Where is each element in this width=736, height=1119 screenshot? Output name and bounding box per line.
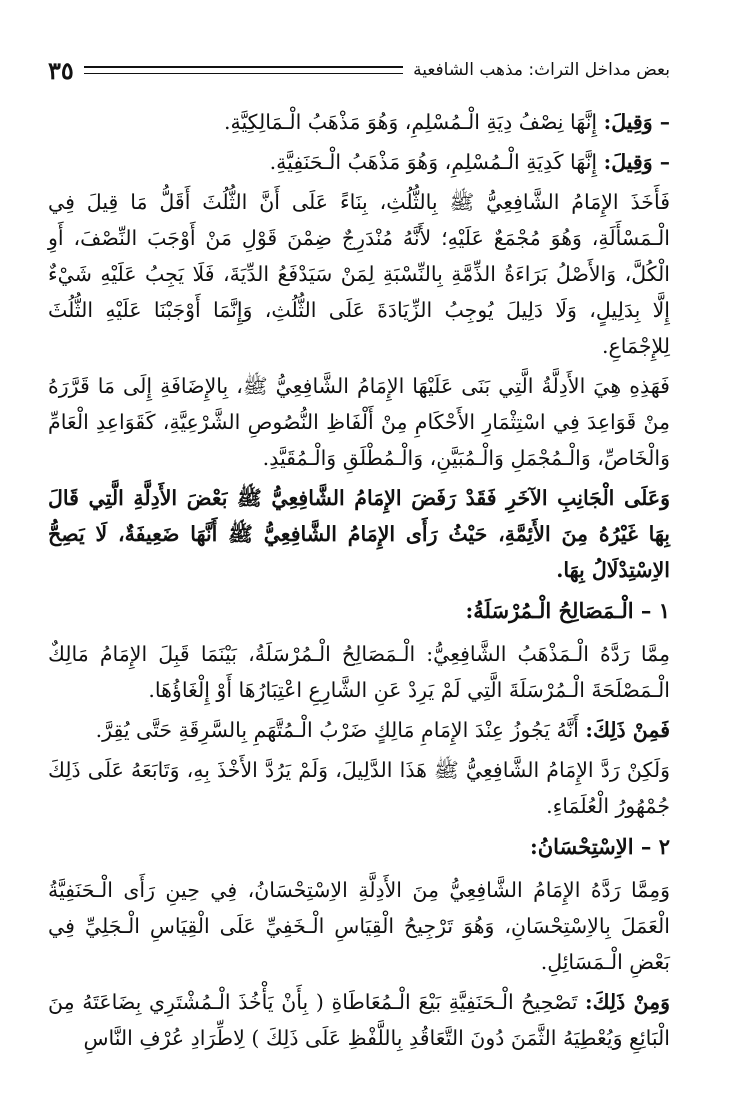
- paragraph-text: أَنَّهُ يَجُوزُ عِنْدَ الإِمَامِ مَالِكٍ ضَرْبُ الْـمُتَّهَمِ بِالسَّرِقَةِ حَتَّى يُقِرَّ.: [95, 718, 586, 742]
- section-heading-1: ١ – الْـمَصَالِحُ الْـمُرْسَلَةُ:: [465, 598, 670, 623]
- paragraph-text: وَمِمَّا رَدَّهُ الإِمَامُ الشَّافِعِيُّ مِنَ الأَدِلَّةِ الاِسْتِحْسَانُ، فِي حِينِ رَأَى الْـحَنَفِيَّةُ الْعَمَلَ بِالاِسْتِحْسَانِ، وَهُوَ تَرْجِيحُ الْقِيَاسِ الْـخَفِيِّ عَلَى الْقِيَاسِ الْـجَلِيِّ فِي بَعْضِ الْـمَسَائِلِ.: [48, 878, 670, 974]
- paragraph-3: [48, 184, 670, 364]
- paragraph-10: [48, 984, 670, 1056]
- paragraph-lead: – وَقِيلَ:: [603, 150, 670, 174]
- paragraph-lead: وَمِنْ ذَلِكَ:: [585, 990, 670, 1014]
- paragraph-8: [48, 752, 670, 824]
- paragraph-lead: فَمِنْ ذَلِكَ:: [585, 718, 670, 742]
- paragraph-9: [48, 872, 670, 980]
- paragraph-text: فَهَذِهِ هِيَ الأَدِلَّةُ الَّتِي بَنَى عَلَيْهَا الإِمَامُ الشَّافِعِيُّ ﷺ، بِالإِضَافَةِ إِلَى مَا قَرَّرَهُ مِنْ قَوَاعِدَ فِي اسْتِثْمَارِ الأَحْكَامِ مِنْ أَلْفَاظِ النُّصُوصِ الشَّرْعِيَّةِ، كَقَوَاعِدِ الْعَامِّ وَالْخَاصِّ، وَالْـمُجْمَلِ وَالْـمُبَيَّنِ، وَالْـمُطْلَقِ وَالْـمُقَيَّدِ.: [48, 374, 670, 470]
- paragraph-2: [48, 144, 670, 180]
- paragraph-text: فَأَخَذَ الإِمَامُ الشَّافِعِيُّ ﷺ بِالثُّلُثِ، بِنَاءً عَلَى أَنَّ الثُّلُثَ أَقَلُّ مَا قِيلَ فِي الْـمَسْأَلَةِ، وَهُوَ مُجْمَعٌ عَلَيْهِ؛ لأَنَّهُ مُنْدَرِجٌ ضِمْنَ قَوْلِ مَنْ أَوْجَبَ النِّصْفَ، أَوِ الْكُلَّ، وَالأَصْلُ بَرَاءَةُ الذِّمَّةِ بِالنِّسْبَةِ لِمَنْ سَيَدْفَعُ الدِّيَةَ، فَلَا يَجِبُ عَلَيْهِ شَيْءٌ إِلَّا بِدَلِيلٍ، وَلَا دَلِيلَ يُوجِبُ الزِّيَادَةَ عَلَى الثُّلُثِ، وَإِنَّمَا أَوْجَبْنَا عَلَيْهِ الثُّلُثَ لِلإِجْمَاعِ.: [48, 190, 670, 358]
- paragraph-7: [48, 712, 670, 748]
- paragraph-text: تَصْحِيحُ الْـحَنَفِيَّةِ بَيْعَ الْـمُعَاطَاةِ ( بِأَنْ يَأْخُذَ الْـمُشْتَرِي بِضَاعَتَهُ مِنَ الْبَائِعِ وَيُعْطِيَهُ الثَّمَنَ دُونَ التَّعَاقُدِ بِاللَّفْظِ عَلَى ذَلِكَ ) لِاطِّرَادِ عُرْفِ النَّاسِ: [48, 990, 670, 1050]
- document-page: [48, 50, 670, 1109]
- paragraph-1: [48, 104, 670, 140]
- header-rule: [84, 66, 403, 74]
- paragraph-text: وَعَلَى الْجَانِبِ الآخَرِ فَقَدْ رَفَضَ الإِمَامُ الشَّافِعِيُّ ﷺ بَعْضَ الأَدِلَّةِ الَّتِي قَالَ بِهَا غَيْرُهُ مِنَ الأَئِمَّةِ، حَيْثُ رَأَى الإِمَامُ الشَّافِعِيُّ ﷺ أَنَّهَا ضَعِيفَةٌ، لَا يَصِحُّ الاِسْتِدْلَالُ بِهَا.: [48, 486, 670, 582]
- paragraph-5: [48, 480, 670, 588]
- paragraph-text: مِمَّا رَدَّهُ الْـمَذْهَبُ الشَّافِعِيُّ: الْـمَصَالِحُ الْـمُرْسَلَةُ، بَيْنَمَا قَبِلَ الإِمَامُ مَالِكٌ الْـمَصْلَحَةَ الْـمُرْسَلَةَ الَّتِي لَمْ يَرِدْ عَنِ الشَّارِعِ اعْتِبَارُهَا أَوْ إِلْغَاؤُهَا.: [48, 642, 670, 702]
- paragraph-lead: – وَقِيلَ:: [603, 110, 670, 134]
- running-title: بعض مداخل التراث: مذهب الشافعية: [413, 60, 670, 80]
- page-number: ٣٥: [48, 55, 74, 85]
- page-header: [48, 50, 670, 90]
- paragraph-6: [48, 636, 670, 708]
- paragraph-text: وَلَكِنْ رَدَّ الإِمَامُ الشَّافِعِيُّ ﷺ هَذَا الدَّلِيلَ، وَلَمْ يَرُدَّ الأَخْذَ بِهِ، وَتَابَعَهُ عَلَى ذَلِكَ جُمْهُورُ الْعُلَمَاءِ.: [48, 758, 670, 818]
- paragraph-text: إِنَّهَا كَدِيَةِ الْـمُسْلِمِ، وَهُوَ مَذْهَبُ الْـحَنَفِيَّةِ.: [269, 150, 604, 174]
- paragraph-text: إِنَّهَا نِصْفُ دِيَةِ الْـمُسْلِمِ، وَهُوَ مَذْهَبُ الْـمَالِكِيَّةِ.: [223, 110, 604, 134]
- paragraph-4: [48, 368, 670, 476]
- section-heading-2: ٢ – الاِسْتِحْسَانُ:: [529, 834, 670, 859]
